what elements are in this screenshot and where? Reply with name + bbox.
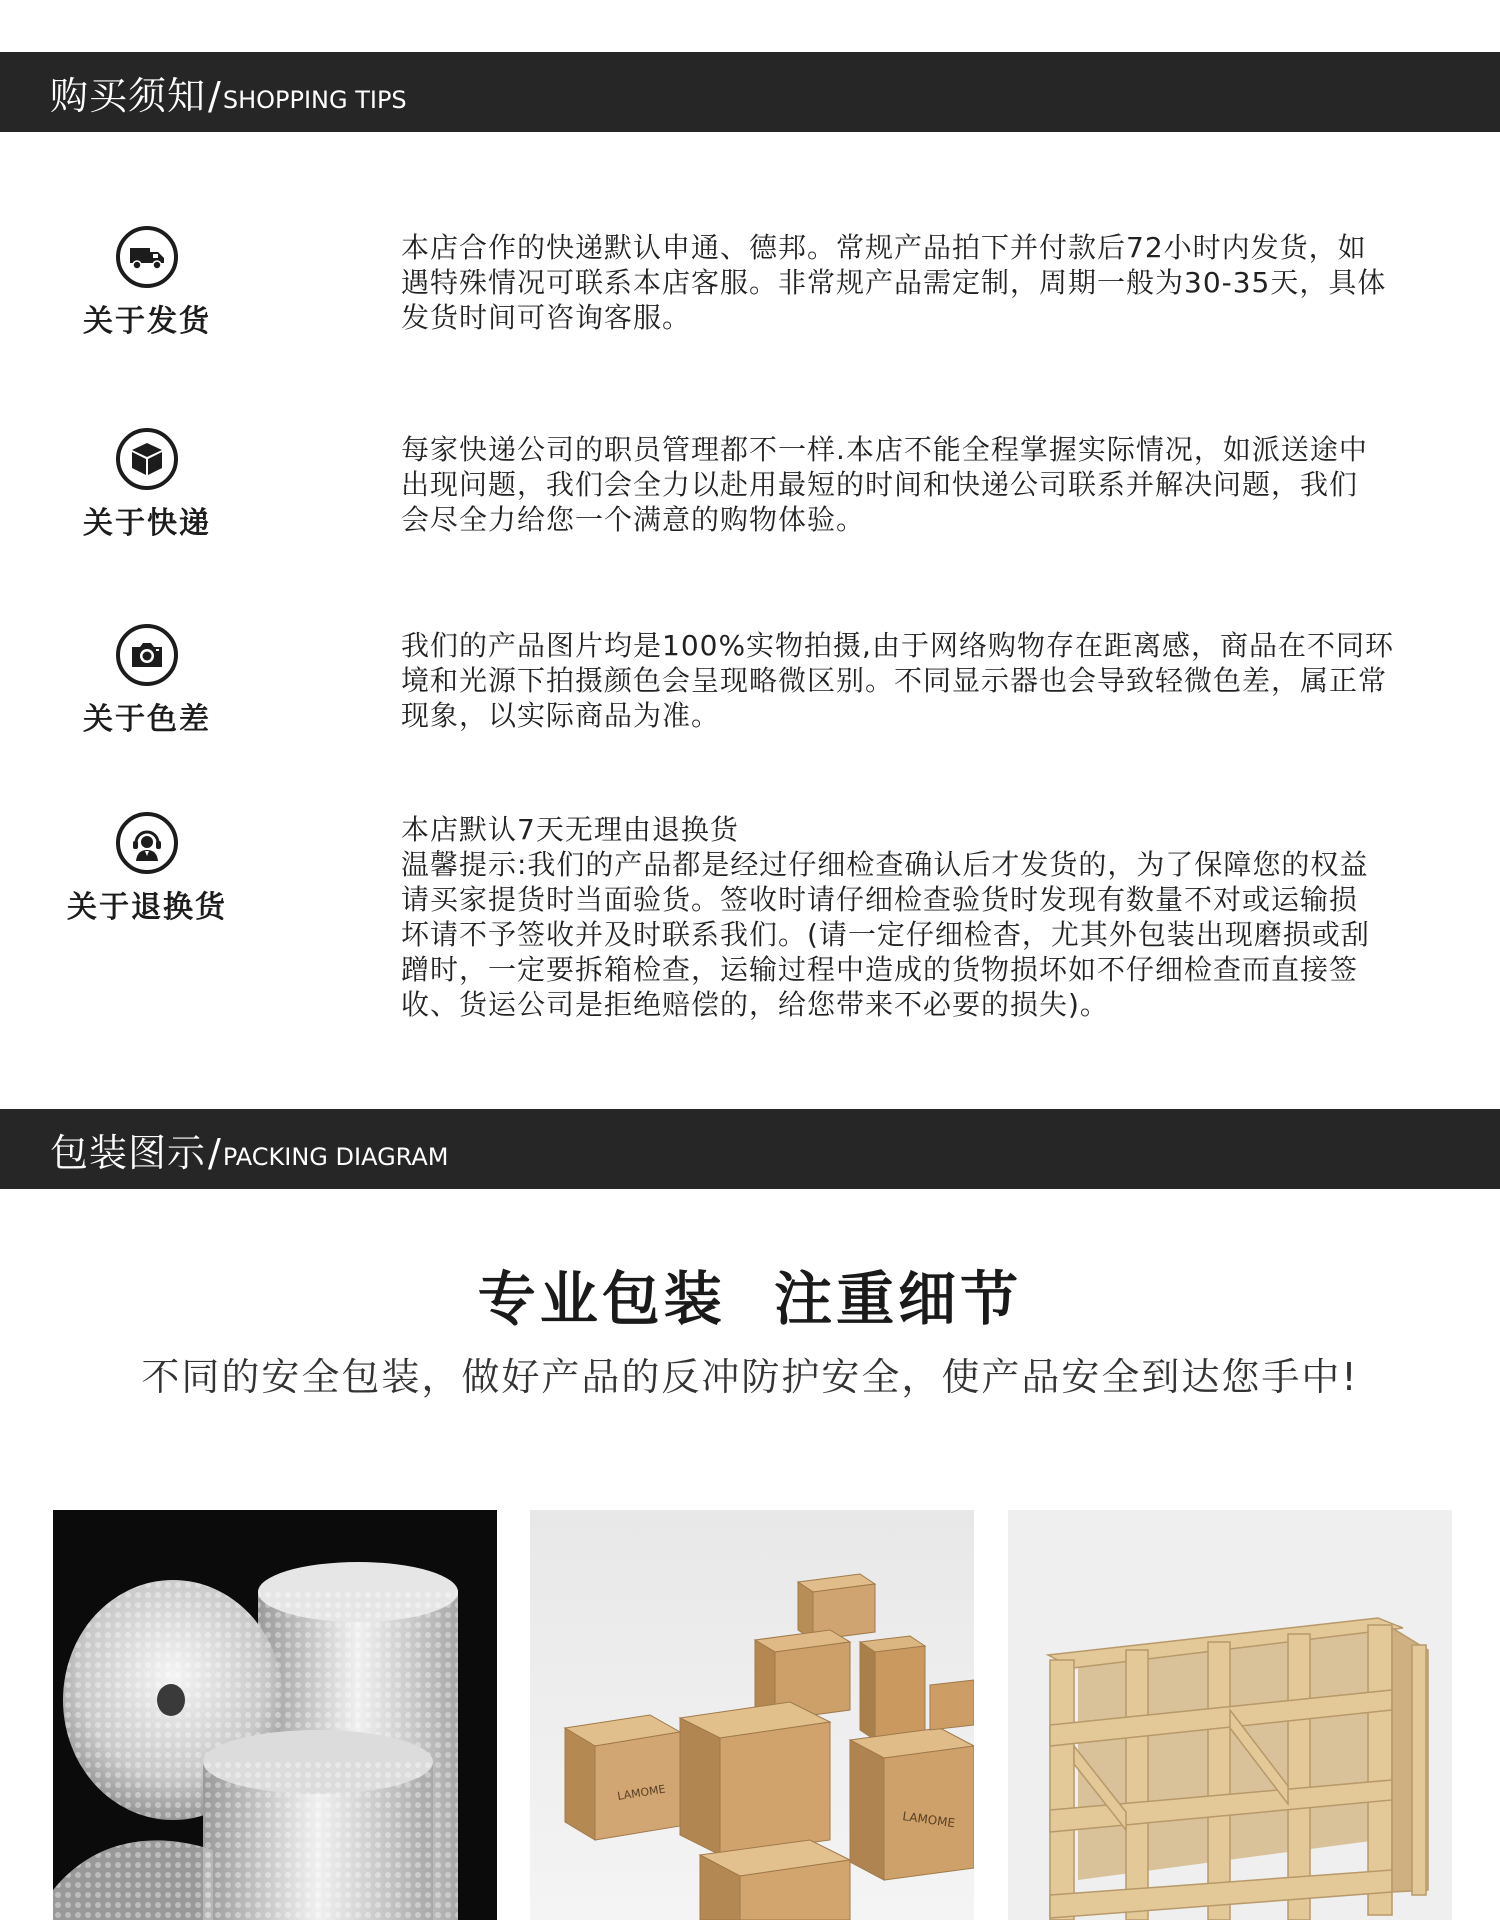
box-brand-text: LAMOME <box>901 1809 956 1831</box>
tip-label: 关于退换货 <box>67 890 227 925</box>
section-title-slash: / <box>208 74 221 118</box>
tip-text <box>401 432 1441 537</box>
tip-line: 请买家提货时当面验货。签收时请仔细检查验货时发现有数量不对或运输损 <box>401 883 1359 916</box>
camera-icon <box>116 624 178 686</box>
customer-service-icon <box>116 812 178 874</box>
tip-line: 本店默认7天无理由退换货 <box>401 813 739 846</box>
truck-icon <box>116 226 178 288</box>
tip-line: 温馨提示:我们的产品都是经过仔细检查确认后才发货的，为了保障您的权益 <box>401 848 1369 881</box>
tip-line: 蹭时，一定要拆箱检查，运输过程中造成的货物损坏如不仔细检查而直接签 <box>401 953 1359 986</box>
cardboard-boxes-photo <box>530 1510 974 1920</box>
section-title-en: PACKING DIAGRAM <box>222 1143 449 1171</box>
tip-text <box>401 230 1441 335</box>
packing-headline: 专业包装 注重细节 <box>477 1265 1023 1333</box>
tip-label: 关于发货 <box>83 304 211 339</box>
tip-line: 我们的产品图片均是100%实物拍摄,由于网络购物存在距离感，商品在不同环 <box>401 629 1394 662</box>
tip-line: 收、货运公司是拒绝赔偿的，给您带来不必要的损失)。 <box>401 988 1109 1021</box>
tip-text <box>401 812 1441 1022</box>
tip-line: 每家快递公司的职员管理都不一样.本店不能全程掌握实际情况，如派送途中 <box>401 433 1368 466</box>
tip-line: 发货时间可咨询客服。 <box>401 301 692 334</box>
box-icon <box>116 428 178 490</box>
tip-line: 出现问题，我们会全力以赴用最短的时间和快递公司联系并解决问题，我们 <box>401 468 1359 501</box>
tip-label: 关于色差 <box>83 702 211 737</box>
tip-line: 现象，以实际商品为准。 <box>401 699 721 732</box>
section-title-slash: / <box>208 1131 221 1175</box>
section-title-zh: 购买须知 <box>50 74 207 118</box>
tip-icon-column <box>50 812 244 926</box>
section-title-en: SHOPPING TIPS <box>222 86 407 114</box>
bubble-wrap-photo <box>53 1510 497 1920</box>
wooden-crate-photo <box>1008 1510 1452 1920</box>
section-banner-shopping-tips <box>0 52 1500 132</box>
packing-subline: 不同的安全包装，做好产品的反冲防护安全，使产品安全到达您手中! <box>141 1355 1359 1399</box>
tip-icon-column <box>50 624 244 738</box>
tip-line: 会尽全力给您一个满意的购物体验。 <box>401 503 866 536</box>
tip-icon-column <box>50 428 244 542</box>
box-brand-text: LAMOME <box>616 1782 667 1803</box>
tip-line: 遇特殊情况可联系本店客服。非常规产品需定制，周期一般为30-35天，具体 <box>401 266 1387 299</box>
tip-label: 关于快递 <box>83 506 211 541</box>
tip-icon-column <box>50 226 244 340</box>
tip-line: 本店合作的快递默认申通、德邦。常规产品拍下并付款后72小时内发货，如 <box>401 231 1367 264</box>
tip-text <box>401 628 1441 733</box>
section-title-zh: 包装图示 <box>50 1131 207 1175</box>
section-banner-packing-diagram <box>0 1109 1500 1189</box>
tip-line: 坏请不予签收并及时联系我们。(请一定仔细检杳，尤其外包装出现磨损或刮 <box>401 918 1370 951</box>
tip-line: 境和光源下拍摄颜色会呈现略微区别。不同显示器也会导致轻微色差，属正常 <box>401 664 1388 697</box>
